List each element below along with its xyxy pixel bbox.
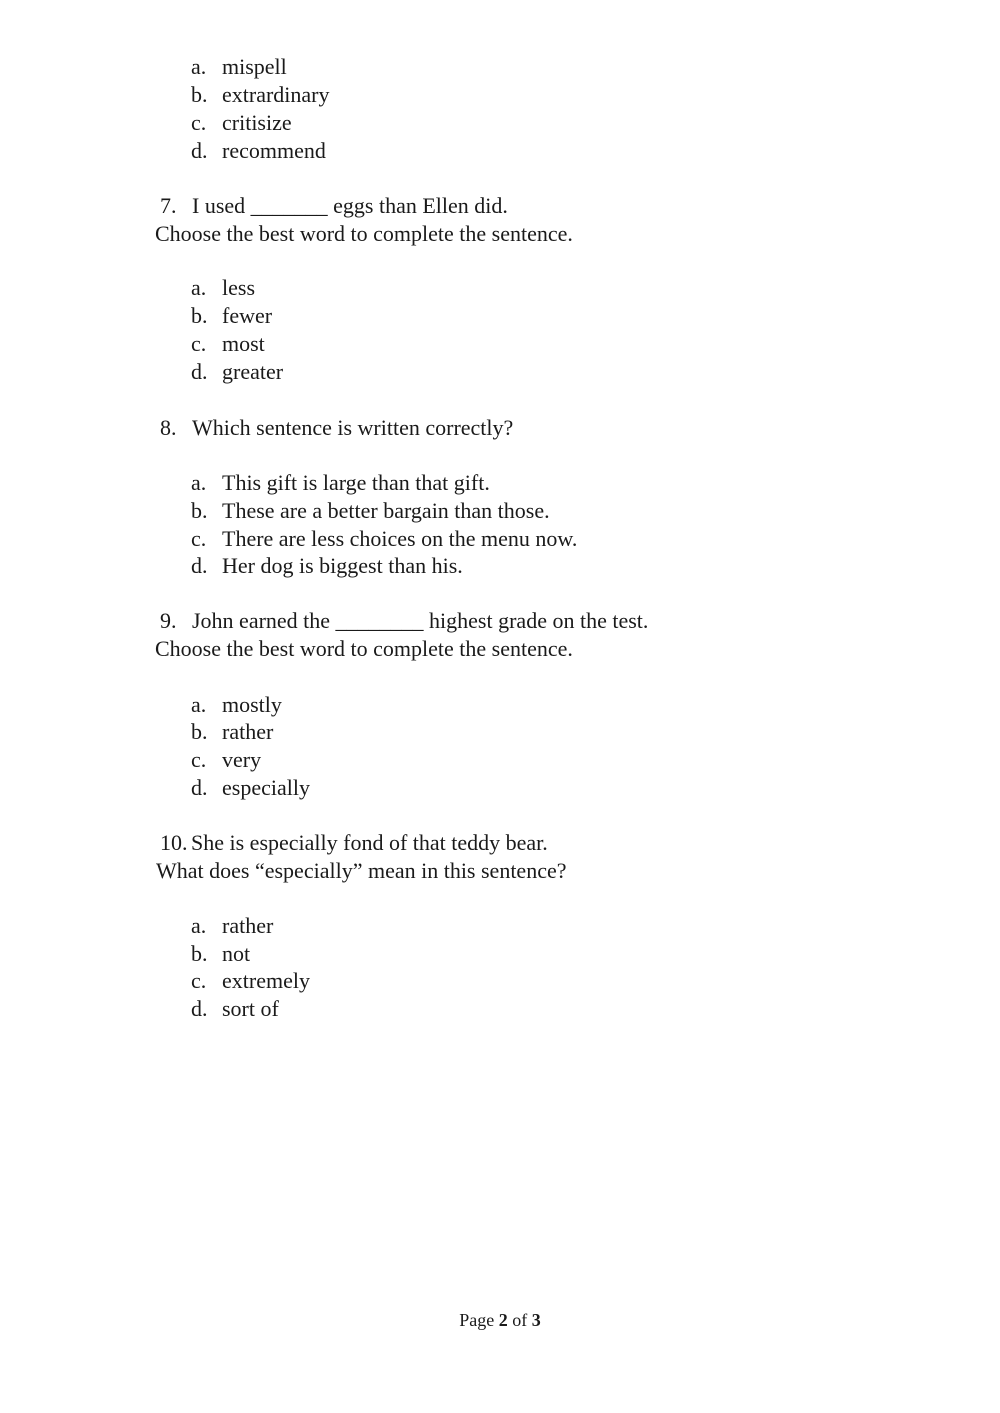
footer-page-label: Page	[459, 1310, 495, 1330]
q10-option-c-letter: c.	[191, 968, 207, 993]
q10-text: She is especially fond of that teddy bear.	[191, 830, 548, 855]
q7-option-c-text: most	[222, 331, 265, 356]
q6-option-b-letter: b.	[191, 82, 208, 107]
q8-option-d-letter: d.	[191, 553, 208, 578]
q7-option-a-letter: a.	[191, 275, 207, 300]
q10-option-a-letter: a.	[191, 913, 207, 938]
q7-option-d-text: greater	[222, 359, 284, 384]
q9-option-a-text: mostly	[222, 692, 282, 717]
q6-option-b-text: extrardinary	[222, 82, 330, 107]
q8-text: Which sentence is written correctly?	[192, 415, 514, 440]
q7-option-c-letter: c.	[191, 331, 207, 356]
q8-option-a-text: This gift is large than that gift.	[222, 470, 490, 495]
q7-instruction: Choose the best word to complete the sentence.	[155, 221, 573, 246]
q6-option-c-letter: c.	[191, 110, 207, 135]
q8-option-c-text: There are less choices on the menu now.	[222, 526, 578, 551]
q6-option-a-text: mispell	[222, 54, 287, 79]
q8-option-c-letter: c.	[191, 526, 207, 551]
q6-option-a-letter: a.	[191, 54, 207, 79]
q7-option-a-text: less	[222, 275, 255, 300]
q7-option-d-letter: d.	[191, 359, 208, 384]
q8-option-b-letter: b.	[191, 498, 208, 523]
q10-number: 10.	[160, 830, 188, 855]
q7-option-b-text: fewer	[222, 303, 273, 328]
q9-option-c-text: very	[222, 747, 262, 772]
q8-option-b-text: These are a better bargain than those.	[222, 498, 550, 523]
q7-option-b-letter: b.	[191, 303, 208, 328]
q7-number: 7.	[160, 193, 177, 218]
q8-option-a-letter: a.	[191, 470, 207, 495]
q10-option-b-letter: b.	[191, 941, 208, 966]
q9-option-c-letter: c.	[191, 747, 207, 772]
q7-text: I used _______ eggs than Ellen did.	[192, 193, 508, 218]
footer-total-pages: 3	[531, 1310, 541, 1330]
q10-option-c-text: extremely	[222, 968, 310, 993]
q9-instruction: Choose the best word to complete the sentence.	[155, 636, 573, 661]
q9-text: John earned the ________ highest grade on the test.	[192, 608, 649, 633]
q9-option-b-text: rather	[222, 719, 274, 744]
q9-number: 9.	[160, 608, 177, 633]
q9-option-d-text: especially	[222, 775, 310, 800]
q6-option-c-text: critisize	[222, 110, 292, 135]
footer-of-label: of	[512, 1310, 528, 1330]
q9-option-a-letter: a.	[191, 692, 207, 717]
q6-option-d-letter: d.	[191, 138, 208, 163]
q10-option-d-letter: d.	[191, 996, 208, 1021]
q6-option-d-text: recommend	[222, 138, 326, 163]
q8-number: 8.	[160, 415, 177, 440]
q10-option-d-text: sort of	[222, 996, 279, 1021]
q10-option-a-text: rather	[222, 913, 274, 938]
q9-option-b-letter: b.	[191, 719, 208, 744]
q9-option-d-letter: d.	[191, 775, 208, 800]
q10-option-b-text: not	[222, 941, 251, 966]
page-footer	[0, 1308, 1000, 1332]
footer-current-page: 2	[498, 1310, 508, 1330]
q8-option-d-text: Her dog is biggest than his.	[222, 553, 463, 578]
q10-instruction: What does “especially” mean in this sentence?	[156, 858, 567, 883]
